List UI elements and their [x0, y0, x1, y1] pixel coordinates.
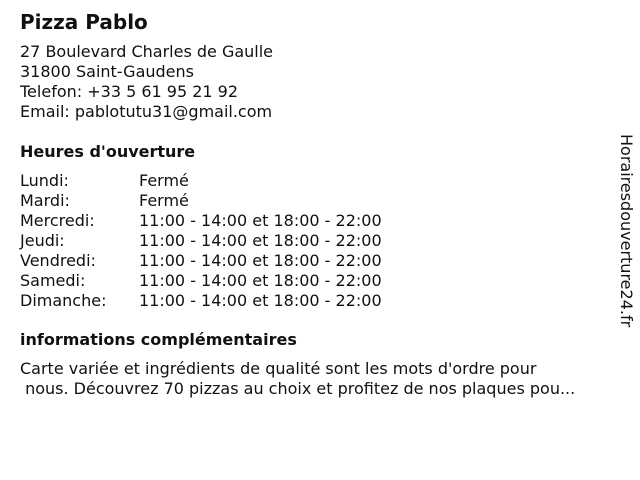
phone-number: Telefon: +33 5 61 95 21 92	[20, 82, 239, 101]
hours-day: Vendredi:	[20, 251, 96, 270]
site-watermark: Horairesdouverture24.fr	[617, 134, 636, 328]
additional-info-text	[20, 359, 610, 399]
hours-row-sunday	[20, 291, 610, 311]
hours-day: Mercredi:	[20, 211, 95, 230]
hours-row-thursday	[20, 231, 610, 251]
hours-day: Jeudi:	[20, 231, 65, 250]
city-postcode: 31800 Saint-Gaudens	[20, 62, 194, 81]
email-address: Email: pablotutu31@gmail.com	[20, 102, 273, 121]
hours-row-friday	[20, 251, 610, 271]
hours-time: 11:00 - 14:00 et 18:00 - 22:00	[139, 231, 382, 250]
hours-row-saturday	[20, 271, 610, 291]
address-block	[20, 42, 610, 122]
additional-info-line: nous. Découvrez 70 pizzas au choix et profitez de nos plaques pou...	[20, 379, 576, 398]
hours-day: Samedi:	[20, 271, 86, 290]
opening-hours-heading: Heures d'ouverture	[20, 142, 196, 161]
hours-time: Fermé	[139, 171, 189, 190]
hours-day: Dimanche:	[20, 291, 107, 310]
hours-time: 11:00 - 14:00 et 18:00 - 22:00	[139, 291, 382, 310]
additional-info-heading: informations complémentaires	[20, 330, 297, 349]
hours-day: Lundi:	[20, 171, 69, 190]
additional-info-line: Carte variée et ingrédients de qualité sont les mots d'ordre pour	[20, 359, 537, 378]
hours-time: 11:00 - 14:00 et 18:00 - 22:00	[139, 211, 382, 230]
business-card	[20, 10, 610, 399]
hours-time: 11:00 - 14:00 et 18:00 - 22:00	[139, 251, 382, 270]
hours-row-tuesday	[20, 191, 610, 211]
business-name: Pizza Pablo	[20, 10, 148, 34]
hours-time: Fermé	[139, 191, 189, 210]
opening-hours-table	[20, 171, 610, 311]
hours-time: 11:00 - 14:00 et 18:00 - 22:00	[139, 271, 382, 290]
hours-row-monday	[20, 171, 610, 191]
hours-row-wednesday	[20, 211, 610, 231]
hours-day: Mardi:	[20, 191, 70, 210]
street-address: 27 Boulevard Charles de Gaulle	[20, 42, 274, 61]
